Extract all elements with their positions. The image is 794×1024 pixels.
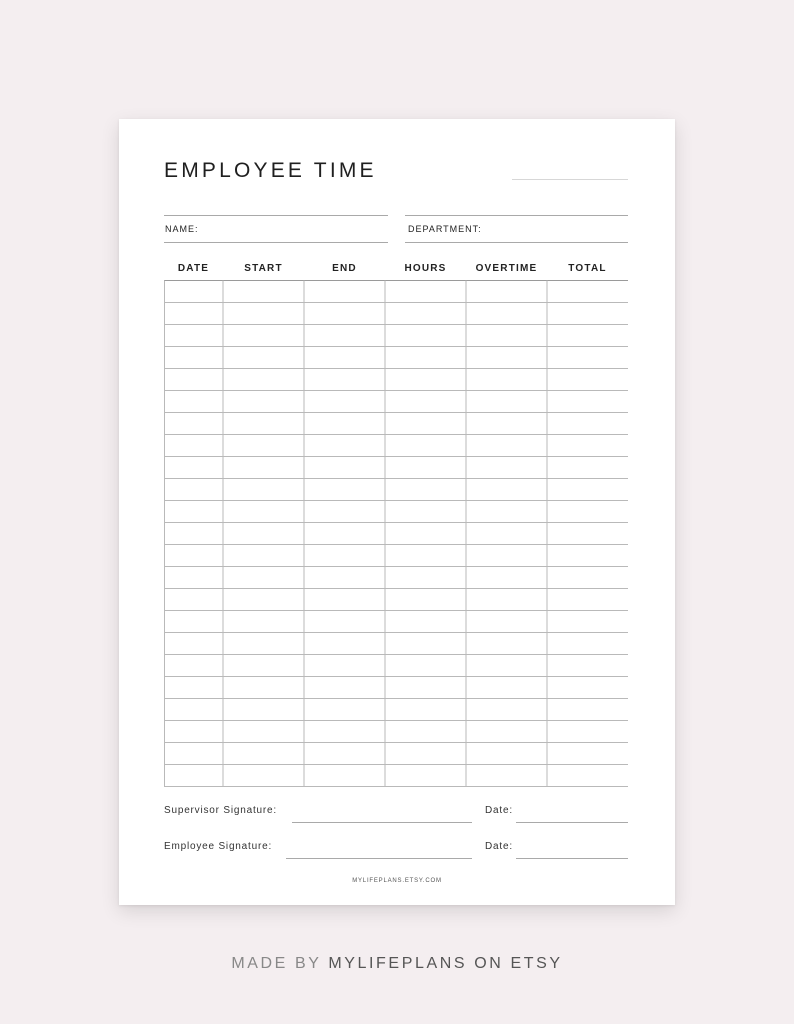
employee-date-label: Date:: [485, 841, 513, 852]
supervisor-signature-label: Supervisor Signature:: [164, 805, 277, 816]
column-header-date: DATE: [177, 263, 210, 274]
made-by-brand: MYLIFEPLANS ON ETSY: [328, 955, 563, 972]
department-label: DEPARTMENT:: [408, 224, 482, 234]
column-header-total: TOTAL: [568, 263, 607, 274]
title-blank-line: [512, 179, 628, 180]
supervisor-signature-field[interactable]: [292, 822, 472, 823]
page-title: EMPLOYEE TIME: [164, 159, 377, 182]
timesheet-page: [119, 119, 675, 905]
column-header-end: END: [332, 263, 357, 274]
name-top-line: [164, 215, 388, 216]
name-field[interactable]: [164, 242, 388, 243]
made-by-caption: [0, 955, 794, 973]
supervisor-date-field[interactable]: [516, 822, 628, 823]
footer-url: MYLIFEPLANS.ETSY.COM: [352, 878, 442, 884]
column-header-hours: HOURS: [404, 263, 447, 274]
department-top-line: [405, 215, 628, 216]
department-field[interactable]: [405, 242, 628, 243]
made-by-prefix: MADE BY: [231, 955, 322, 972]
name-label: NAME:: [165, 224, 199, 234]
employee-date-field[interactable]: [516, 858, 628, 859]
column-header-start: START: [244, 263, 283, 274]
time-table[interactable]: [164, 280, 628, 787]
employee-signature-field[interactable]: [286, 858, 472, 859]
supervisor-date-label: Date:: [485, 805, 513, 816]
column-header-overtime: OVERTIME: [475, 263, 538, 274]
employee-signature-label: Employee Signature:: [164, 841, 273, 852]
